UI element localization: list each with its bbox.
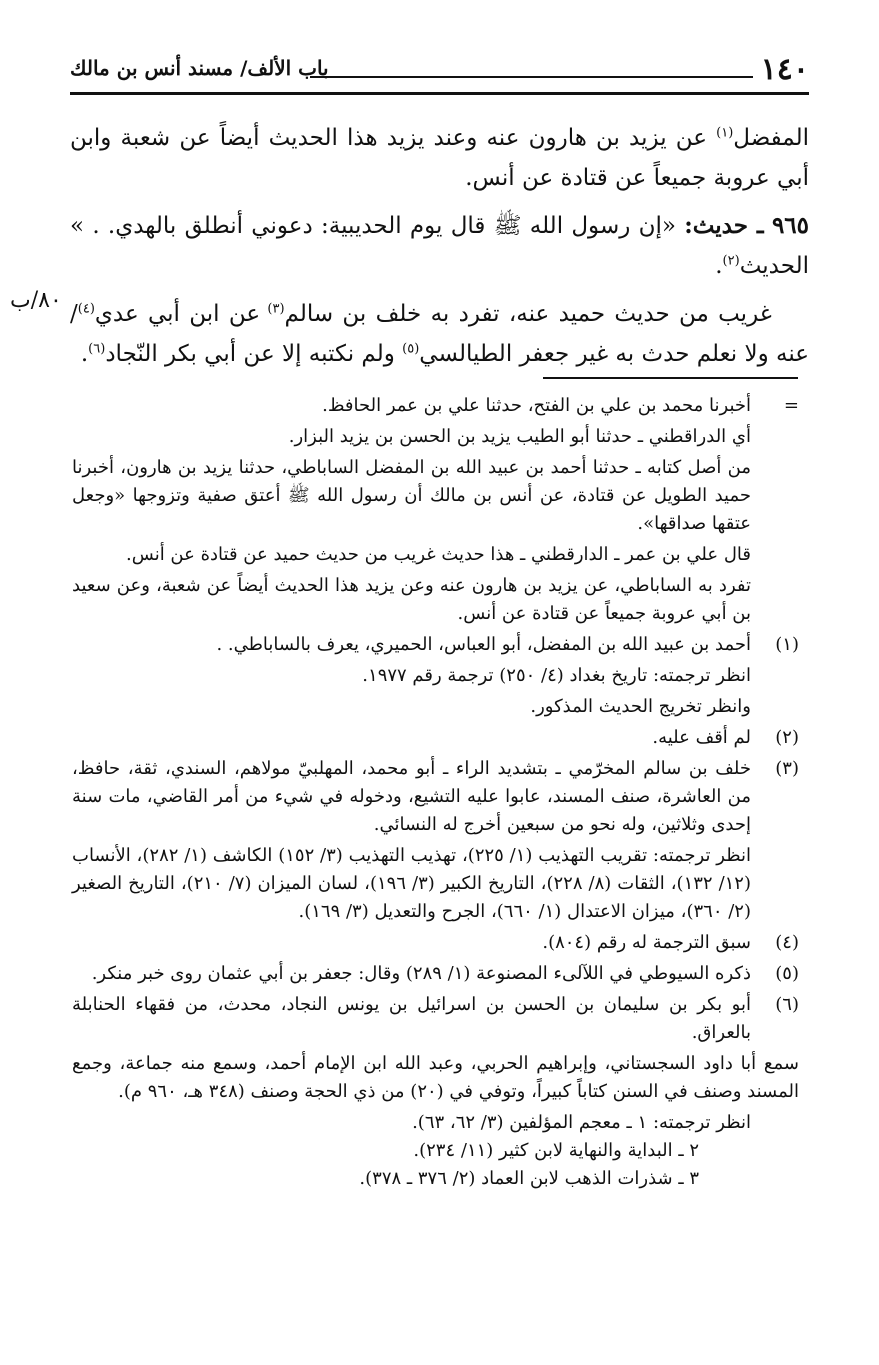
footnote-mark: (٥) bbox=[775, 963, 799, 984]
paragraph-3: غريب من حديث حميد عنه، تفرد به خلف بن سالم$^{(٣)}$ عن ابن أبي عدي$^{(٤)}$/ عنه ولا نعلم حدث به غير جعفر الطيالسي$^{(٥)}$ ولم نكتبه إلا عن أبي بكر النّجاد$^{(٦)}$. bbox=[70, 301, 809, 367]
footnote-3: (٣) خلف بن سالم المخرّمي ـ بتشديد الراء ـ أبو محمد، المهلبيّ مولاهم، السندي، ثقة، حافظ، من العاشرة، صنف المسند، عابوا عليه التشيع، ودخوله في شيء من أمر القاضي، مات سنة إحدى وثلاثين، وله نحو من سبعين أخرج له النسائي. انظر ترجمته: تقريب التهذيب (١/ ٢٢٥)، تهذيب التهذيب (٣/ ١٥٢) الكاشف (١/ ٢٨٢)، الأنساب (١٢/ ١٣٢)، الثقات (٨/ ٢٢٨)، التاريخ الكبير (٣/ ١٩٦)، لسان الميزان (٧/ ٢١٠)، التاريخ الصغير (٢/ ٣٦٠)، ميزان الاعتدال (١/ ٦٦٠)، الجرح والتعديل (٣/ ١٦٩). bbox=[72, 755, 799, 929]
footnote-mark: (٢) bbox=[775, 727, 799, 748]
footnotes bbox=[72, 392, 799, 1193]
hadith-entry: ٩٦٥ ـ حديث: «إن رسول الله ﷺ قال يوم الحديبية: دعوني أنطلق بالهدي. . » الحديث$^{(٢)}$. bbox=[70, 212, 809, 279]
paragraph-1: المفضل$^{(١)}$ عن يزيد بن هارون عنه وعند يزيد هذا الحديث أيضاً عن شعبة وابن أبي عروبة جميعاً عن قتادة عن أنس. bbox=[70, 125, 809, 191]
footnote-mark: (١) bbox=[775, 634, 799, 655]
footnote-mark: (٤) bbox=[775, 932, 799, 953]
footnote-ref-3[interactable]: (٣) bbox=[267, 301, 285, 317]
footnote-6-bio: سمع أبا داود السجستاني، وإبراهيم الحربي، وعبد الله ابن الإمام أحمد، وسمع منه جماعة، وجمع المسند وصنف في السنن كتاباً كبيراً، وتوفي في (٢٠) من ذي الحجة وصنف (٣٤٨ هـ، ٩٦٠ م). bbox=[72, 1053, 799, 1102]
footnote-ref-5[interactable]: (٥) bbox=[402, 341, 420, 357]
running-title: باب الألف/ مسند أنس بن مالك bbox=[70, 56, 329, 80]
footnotes-separator bbox=[543, 377, 798, 379]
page-header bbox=[70, 50, 809, 92]
header-rule bbox=[70, 92, 809, 95]
margin-folio-marker: ٨٠/ب bbox=[10, 288, 62, 313]
footnote-ref-1[interactable]: (١) bbox=[716, 125, 734, 141]
footnote-ref-4[interactable]: (٤) bbox=[77, 301, 95, 317]
footnote-ref-6[interactable]: (٦) bbox=[88, 341, 106, 357]
footnote-mark: (٦) bbox=[775, 994, 799, 1015]
footnote-5: (٥) ذكره السيوطي في اللآلىء المصنوعة (١/ ٢٨٩) وقال: جعفر بن أبي عثمان روى خبر منكر. bbox=[72, 960, 799, 991]
footnote-mark: (٣) bbox=[775, 758, 799, 779]
page-number: ١٤٠ bbox=[760, 52, 809, 87]
footnote-4: (٤) سبق الترجمة له رقم (٨٠٤). bbox=[72, 929, 799, 960]
footnote-continuation: = أخبرنا محمد بن علي بن الفتح، حدثنا علي بن عمر الحافظ. أي الدراقطني ـ حدثنا أبو الطيب يزيد بن الحسن بن يزيد البزار. من أصل كتابه ـ حدثنا أحمد بن عبيد الله بن المفضل الساباطي، حدثنا يزيد بن هارون، أخبرنا حميد الطويل عن قتادة، عن أنس بن مالك أن رسول الله ﷺ أعتق صفية وتزوجها «وجعل عتقها صداقها». قال علي بن عمر ـ الدارقطني ـ هذا حديث غريب من حديث حميد عن قتادة عن أنس. تفرد به الساباطي، عن يزيد بن هارون عنه وعن يزيد هذا الحديث أيضاً عن شعبة، وعن سعيد بن أبي عروبة جميعاً عن قتادة عن أنس. bbox=[72, 395, 799, 624]
footnote-6-refs: انظر ترجمته: ١ ـ معجم المؤلفين (٣/ ٦٢، ٦٣). ٢ ـ البداية والنهاية لابن كثير (١١/ ٢٣٤). ٣ ـ شذرات الذهب لابن العماد (٢/ ٣٧٦ ـ ٣٧٨). bbox=[359, 1112, 751, 1189]
header-dash-line bbox=[310, 76, 753, 78]
footnote-2: (٢) لم أقف عليه. bbox=[72, 724, 799, 755]
hadith-number: ٩٦٥ bbox=[771, 212, 809, 239]
hadith-label: ـ حديث: bbox=[684, 212, 764, 239]
hadith-text: «إن رسول الله ﷺ قال يوم الحديبية: دعوني أنطلق بالهدي. . » الحديث bbox=[70, 213, 809, 279]
footnote-1: (١) أحمد بن عبيد الله بن المفضل، أبو العباس، الحميري، يعرف بالساباطي. . انظر ترجمته: تاريخ بغداد (٤/ ٢٥٠) ترجمة رقم ١٩٧٧. وانظر تخريج الحديث المذكور. bbox=[72, 631, 799, 724]
main-text bbox=[70, 118, 809, 382]
footnote-ref-2[interactable]: (٢) bbox=[722, 253, 740, 269]
footnote-6: (٦) أبو بكر بن سليمان بن الحسن بن اسرائيل بن يونس النجاد، محدث، من فقهاء الحنابلة بالعراق. bbox=[72, 991, 799, 1050]
